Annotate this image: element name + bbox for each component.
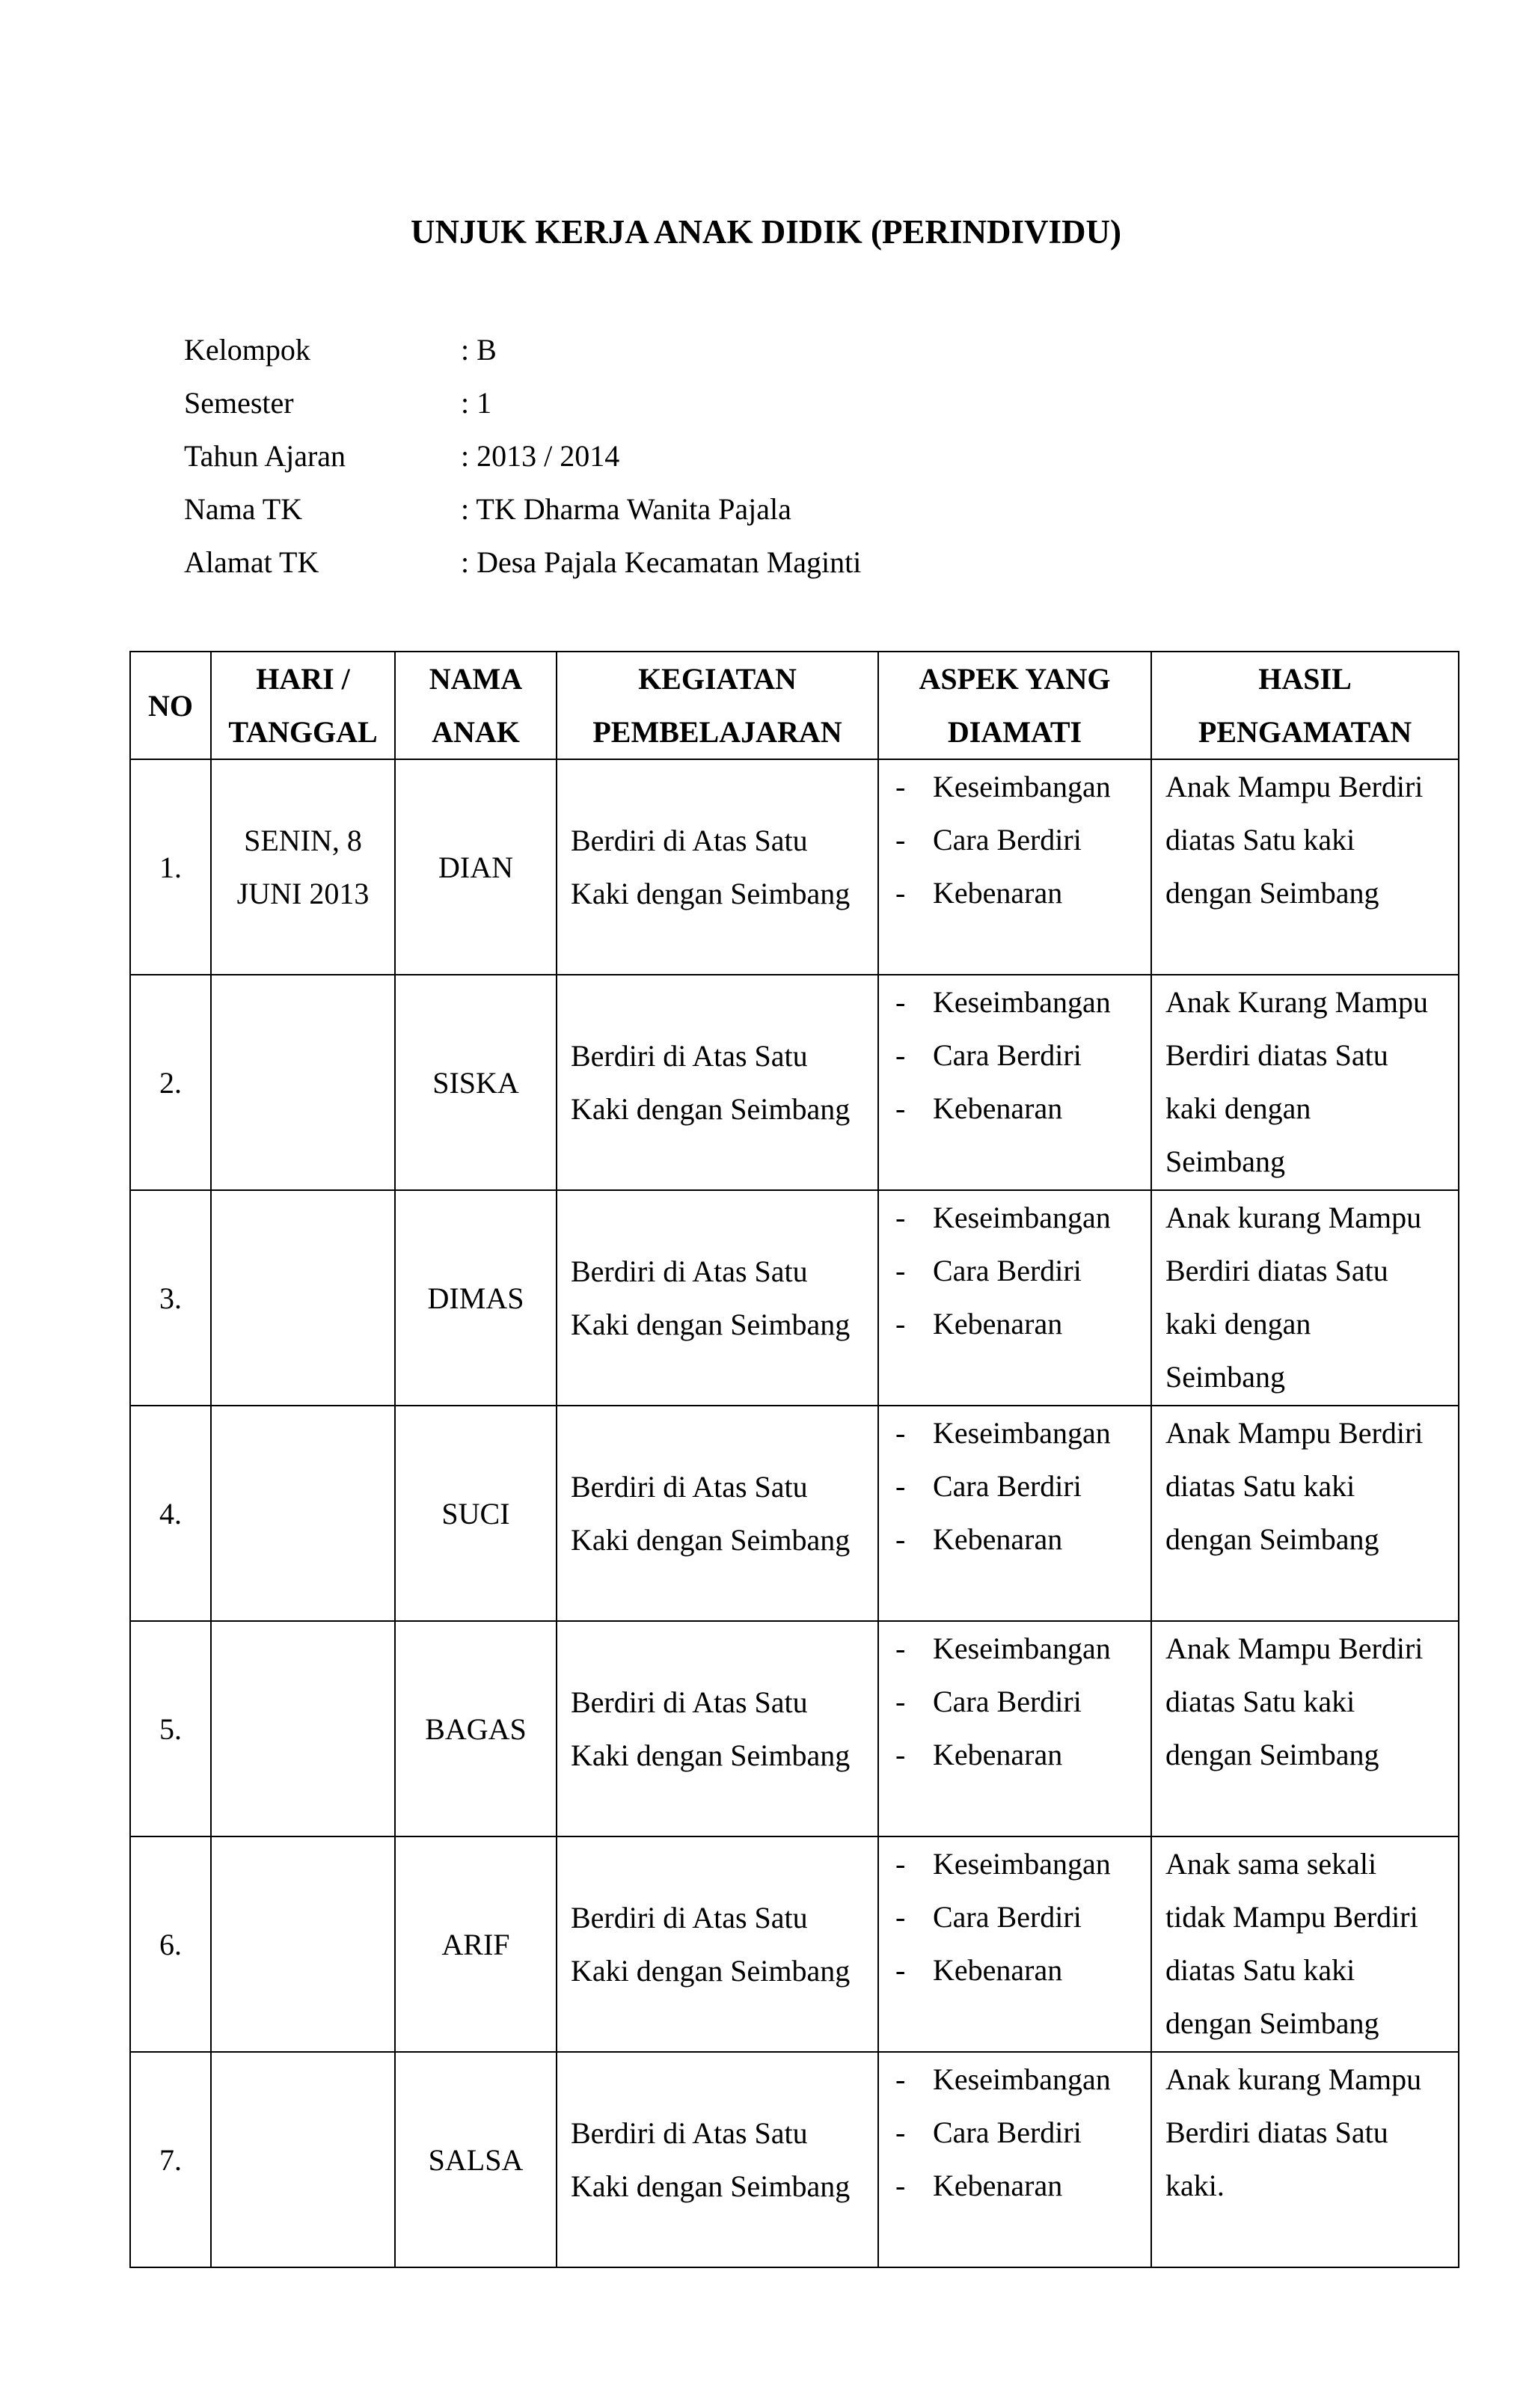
cell-nama-anak: BAGAS (395, 1621, 557, 1836)
aspek-text: Cara Berdiri (933, 1038, 1082, 1072)
dash-bullet: - (895, 1038, 906, 1072)
dash-bullet: - (895, 1091, 906, 1125)
cell-hasil (1151, 1836, 1459, 2052)
header-aspek: ASPEK YANG DIAMATI (878, 652, 1151, 759)
cell-hasil (1151, 759, 1459, 975)
table-body (130, 759, 1459, 2267)
dash-bullet: - (895, 1900, 906, 1934)
cell-kegiatan: Berdiri di Atas Satu Kaki dengan Seimbang (557, 1836, 878, 2052)
header-nama-anak: NAMA ANAK (395, 652, 557, 759)
hasil-line: Anak Mampu Berdiri (1165, 1416, 1424, 1450)
cell-kegiatan: Berdiri di Atas Satu Kaki dengan Seimbang (557, 1190, 878, 1406)
table-row (130, 1836, 1459, 2052)
aspek-text: Cara Berdiri (933, 2116, 1082, 2149)
cell-no: 3. (130, 1190, 211, 1406)
dash-bullet: - (895, 1953, 906, 1987)
table-row (130, 759, 1459, 975)
hasil-line: Anak Mampu Berdiri (1165, 1632, 1424, 1665)
meta-label: Tahun Ajaran (184, 439, 346, 473)
meta-label: Nama TK (184, 492, 303, 526)
table-row (130, 975, 1459, 1190)
performance-table (129, 651, 1459, 2268)
aspek-item (895, 975, 1137, 1029)
aspek-item (895, 1191, 1137, 1244)
dash-bullet: - (895, 985, 906, 1019)
hasil-line: kaki. (1165, 2169, 1225, 2202)
aspek-text: Keseimbangan (933, 1847, 1111, 1881)
dash-bullet: - (895, 1738, 906, 1771)
aspek-item (895, 1622, 1137, 1675)
hasil-line: dengan Seimbang (1165, 1522, 1379, 1556)
hasil-line: Seimbang (1165, 1360, 1285, 1394)
aspek-item (895, 1082, 1137, 1135)
aspek-item (895, 1513, 1137, 1566)
cell-hari-tanggal (211, 1190, 395, 1406)
hasil-line: Anak Kurang Mampu (1165, 985, 1429, 1019)
hasil-line: dengan Seimbang (1165, 1738, 1379, 1771)
aspek-item (895, 1029, 1137, 1082)
hasil-line: diatas Satu kaki (1165, 1469, 1355, 1503)
hasil-line: dengan Seimbang (1165, 876, 1379, 910)
meta-row-alamat-tk (184, 536, 861, 589)
cell-hari-tanggal (211, 1621, 395, 1836)
header-kegiatan: KEGIATAN PEMBELAJARAN (557, 652, 878, 759)
meta-value: : 2013 / 2014 (461, 439, 620, 473)
cell-kegiatan: Berdiri di Atas Satu Kaki dengan Seimbang (557, 759, 878, 975)
cell-no: 2. (130, 975, 211, 1190)
aspek-item (895, 2053, 1137, 2106)
hasil-line: Berdiri diatas Satu (1165, 1254, 1388, 1287)
cell-no: 1. (130, 759, 211, 975)
aspek-item (895, 1297, 1137, 1350)
hasil-line: Berdiri diatas Satu (1165, 1038, 1388, 1072)
dash-bullet: - (895, 1632, 906, 1665)
school-info (184, 323, 861, 589)
cell-nama-anak: SUCI (395, 1406, 557, 1621)
hasil-line: kaki dengan (1165, 1091, 1311, 1125)
cell-hasil (1151, 1621, 1459, 1836)
cell-kegiatan: Berdiri di Atas Satu Kaki dengan Seimbang (557, 975, 878, 1190)
cell-hari-tanggal (211, 1836, 395, 2052)
dash-bullet: - (895, 1469, 906, 1503)
aspek-text: Cara Berdiri (933, 1469, 1082, 1503)
aspek-text: Kebenaran (933, 1307, 1063, 1341)
table-row (130, 1190, 1459, 1406)
meta-row-tahun-ajaran (184, 429, 861, 482)
meta-row-kelompok (184, 323, 861, 376)
aspek-item (895, 1675, 1137, 1728)
cell-nama-anak: DIMAS (395, 1190, 557, 1406)
dash-bullet: - (895, 1254, 906, 1287)
hasil-line: Seimbang (1165, 1145, 1285, 1178)
meta-row-nama-tk (184, 482, 861, 536)
meta-label: Semester (184, 386, 294, 420)
aspek-item (895, 1890, 1137, 1943)
cell-aspek (878, 1406, 1151, 1621)
cell-hasil (1151, 1190, 1459, 1406)
hasil-line: diatas Satu kaki (1165, 1953, 1355, 1987)
aspek-item (895, 1728, 1137, 1781)
dash-bullet: - (895, 2116, 906, 2149)
table-row (130, 2052, 1459, 2267)
aspek-text: Cara Berdiri (933, 1254, 1082, 1287)
aspek-text: Keseimbangan (933, 1632, 1111, 1665)
aspek-item (895, 2106, 1137, 2159)
hasil-line: dengan Seimbang (1165, 2006, 1379, 2040)
cell-nama-anak: ARIF (395, 1836, 557, 2052)
hasil-line: diatas Satu kaki (1165, 1685, 1355, 1718)
header-hari-tanggal: HARI / TANGGAL (211, 652, 395, 759)
header-no: NO (130, 652, 211, 759)
aspek-text: Cara Berdiri (933, 1685, 1082, 1718)
cell-no: 6. (130, 1836, 211, 2052)
cell-kegiatan: Berdiri di Atas Satu Kaki dengan Seimbang (557, 1621, 878, 1836)
cell-kegiatan: Berdiri di Atas Satu Kaki dengan Seimbang (557, 1406, 878, 1621)
cell-no: 5. (130, 1621, 211, 1836)
hasil-line: Berdiri diatas Satu (1165, 2116, 1388, 2149)
dash-bullet: - (895, 1416, 906, 1450)
dash-bullet: - (895, 876, 906, 910)
hasil-line: Anak sama sekali (1165, 1847, 1377, 1881)
meta-value: : 1 (461, 386, 492, 420)
dash-bullet: - (895, 1201, 906, 1234)
aspek-item (895, 813, 1137, 866)
table-header (130, 652, 1459, 759)
dash-bullet: - (895, 2169, 906, 2202)
dash-bullet: - (895, 1847, 906, 1881)
meta-value: : TK Dharma Wanita Pajala (461, 492, 791, 526)
dash-bullet: - (895, 2062, 906, 2096)
dash-bullet: - (895, 1307, 906, 1341)
cell-no: 7. (130, 2052, 211, 2267)
aspek-text: Kebenaran (933, 1091, 1063, 1125)
header-hasil: HASIL PENGAMATAN (1151, 652, 1459, 759)
cell-no: 4. (130, 1406, 211, 1621)
aspek-item (895, 1943, 1137, 1997)
table-row (130, 1621, 1459, 1836)
dash-bullet: - (895, 770, 906, 803)
cell-hasil (1151, 2052, 1459, 2267)
aspek-item (895, 1244, 1137, 1297)
hasil-line: tidak Mampu Berdiri (1165, 1900, 1418, 1934)
table-row (130, 1406, 1459, 1621)
aspek-text: Kebenaran (933, 1738, 1063, 1771)
aspek-text: Kebenaran (933, 2169, 1063, 2202)
aspek-text: Kebenaran (933, 1522, 1063, 1556)
aspek-item (895, 1406, 1137, 1459)
aspek-item (895, 760, 1137, 813)
cell-aspek (878, 759, 1151, 975)
aspek-text: Kebenaran (933, 876, 1063, 910)
hasil-line: Anak Mampu Berdiri (1165, 770, 1424, 803)
aspek-text: Keseimbangan (933, 1416, 1111, 1450)
document-title: UNJUK KERJA ANAK DIDIK (PERINDIVIDU) (410, 213, 1122, 251)
aspek-item (895, 1837, 1137, 1890)
cell-aspek (878, 1190, 1151, 1406)
cell-nama-anak: SISKA (395, 975, 557, 1190)
meta-row-semester (184, 376, 861, 429)
header-row (130, 652, 1459, 759)
dash-bullet: - (895, 1522, 906, 1556)
aspek-text: Keseimbangan (933, 770, 1111, 803)
cell-nama-anak: SALSA (395, 2052, 557, 2267)
aspek-text: Kebenaran (933, 1953, 1063, 1987)
dash-bullet: - (895, 823, 906, 857)
aspek-item (895, 1459, 1137, 1513)
aspek-text: Cara Berdiri (933, 1900, 1082, 1934)
cell-aspek (878, 1621, 1151, 1836)
aspek-item (895, 866, 1137, 919)
meta-label: Alamat TK (184, 545, 319, 579)
hasil-line: diatas Satu kaki (1165, 823, 1355, 857)
cell-hasil (1151, 1406, 1459, 1621)
cell-aspek (878, 1836, 1151, 2052)
cell-hari-tanggal (211, 975, 395, 1190)
aspek-text: Keseimbangan (933, 1201, 1111, 1234)
meta-value: : B (461, 333, 497, 367)
cell-hasil (1151, 975, 1459, 1190)
hasil-line: kaki dengan (1165, 1307, 1311, 1341)
cell-kegiatan: Berdiri di Atas Satu Kaki dengan Seimbang (557, 2052, 878, 2267)
dash-bullet: - (895, 1685, 906, 1718)
aspek-item (895, 2159, 1137, 2212)
hasil-line: Anak kurang Mampu (1165, 2062, 1422, 2096)
meta-label: Kelompok (184, 333, 310, 367)
aspek-text: Keseimbangan (933, 985, 1111, 1019)
aspek-text: Cara Berdiri (933, 823, 1082, 857)
cell-hari-tanggal (211, 2052, 395, 2267)
aspek-text: Keseimbangan (933, 2062, 1111, 2096)
cell-hari-tanggal (211, 1406, 395, 1621)
cell-nama-anak: DIAN (395, 759, 557, 975)
cell-aspek (878, 975, 1151, 1190)
cell-hari-tanggal: SENIN, 8 JUNI 2013 (211, 759, 395, 975)
cell-aspek (878, 2052, 1151, 2267)
meta-value: : Desa Pajala Kecamatan Maginti (461, 545, 862, 579)
hasil-line: Anak kurang Mampu (1165, 1201, 1422, 1234)
